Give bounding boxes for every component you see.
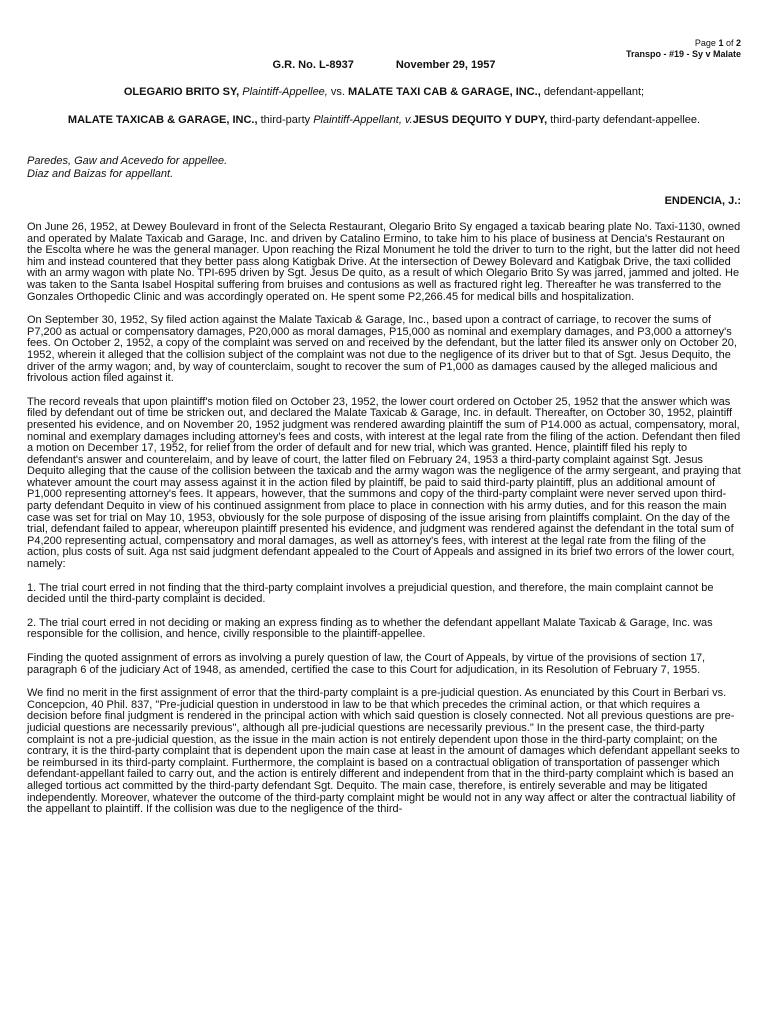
counsel-appearances <box>27 155 227 180</box>
decision-body <box>27 222 741 828</box>
case-parties: OLEGARIO BRITO SY, Plaintiff-Appellee, vs. MALATE TAXI CAB & GARAGE, INC., defendant-appellant; <box>123 86 645 98</box>
document-reference: Transpo - #19 - Sy v Malate <box>625 49 741 59</box>
counsel-line: Diaz and Baizas for appellant. <box>27 167 174 180</box>
decision-date: November 29, 1957 <box>395 59 496 71</box>
case-number-line <box>0 59 768 71</box>
paragraph: Finding the quoted assignment of errors as involving a purely question of law, the Court of Appeals, by virtue of the provisions of section 17, paragraph 6 of the judiciary Act of 1948, as amended, certified the case to this Court for adjudication, in its Resolution of February 7, 1955. <box>27 652 706 676</box>
paragraph: On September 30, 1952, Sy filed action against the Malate Taxicab & Garage, Inc., based upon a contract of carriage, to recover the sums of P7,200 as actual or compensatory damages, P20,000 as moral damages, P15,000 as nominal and exemplary damages, and P3,000 a attorney's fees. On October 2, 1952, a copy of the complaint was served on and received by the defendant, but the latter filed its answer only on October 20, 1952, wherein it alleged that the collision subject of the complaint was not due to the negligence of its driver but to that of Sgt. Jesus Dequito, the driver of the army wagon; and, by way of counterclaim, sought to recover the sum of P1,000 as damages caused by the alleged malicious and frivolous action filed against it. <box>27 314 737 385</box>
page-header <box>626 38 741 60</box>
paragraph: On June 26, 1952, at Dewey Boulevard in front of the Selecta Restaurant, Olegario Brito Sy engaged a taxicab bearing plate No. Taxi-1130, owned and operated by Malate Taxicab and Garage, Inc. and driven by Catalino Ermino, to take him to his place of business at Dencia's Restaurant on the Escolta where he was the general manager. Upon reaching the Rizal Monument he told the driver to turn to the right, but the latter did not heed him and instead countered that they better pass along Katigbak Drive. At the intersection of Dewey Bolevard and Katigbak Drive, the taxi collided with an army wagon with plate No. TPI-695 driven by Sgt. Jesus De quito, as a result of which Olegario Brito Sy was jarred, jammed and jolted. He was taken to the Santa Isabel Hospital suffering from bruises and contusions as well as fractured right leg. Thereafter he was transferred to the Gonzales Orthopedic Clinic and was accordingly operated on. He spent some P2,266.45 for medical bills and hospitalization. <box>27 221 741 303</box>
paragraph: 1. The trial court erred in not finding that the third-party complaint involves a prejudicial question, and therefore, the main complaint cannot be decided until the third-party complaint is decided. <box>27 581 714 606</box>
gr-number: G.R. No. L-8937 <box>272 59 354 71</box>
page-number: Page 1 of 2 <box>694 38 741 48</box>
paragraph: We find no merit in the first assignment of error that the third-party complaint is a pre-judicial question. As enunciated by this Court in Berbari vs. Concepcion, 40 Phil. 837, "Pre-judicial question in understood in law to be that which precedes the criminal action, or that which requires a decision before final judgment is rendered in the principal action with which said question is closely connected. Not all previous questions are pre-judicial questions are necessarily previous", although all pre-judicial questions are necessarily previous." In the present case, the third-party complaint is not a pre-judicial question, as the issue in the main action is not entirely dependent upon those in the third-party complaint; on the contrary, it is the third-party complaint that is dependent upon the main case at least in the amount of damages which defendant appellant seeks to be reimbursed in its third-party complaint. Furthermore, the complaint is based on a contractual obligation of transportation of passenger which defendant-appellant failed to carry out, and the action is entirely different and independent from that in the third-party complaint which is based an alleged tortious act committed by the third-party defendant Sgt. Dequito. The main case, therefore, is entirely severable and may be litigated independently. Moreover, whatever the outcome of the third-party complaint might be would not in any way affect or alter the contractual liability of the appellant to plaintiff. If the collision was due to the negligence of the third- <box>27 687 740 816</box>
third-party-caption: MALATE TAXICAB & GARAGE, INC., third-party Plaintiff-Appellant, v.JESUS DEQUITO Y DUPY, third-party defendant-appellee. <box>67 114 701 126</box>
ponente: ENDENCIA, J.: <box>664 195 741 207</box>
paragraph: The record reveals that upon plaintiff's motion filed on October 23, 1952, the lower court ordered on October 25, 1952 that the answer which was filed by defendant out of time be stricken out, and declared the Malate Taxicab & Garage, Inc. in default. Thereafter, on October 30, 1952, plaintiff presented his evidence, and on November 20, 1952 judgment was rendered awarding plaintiff the sum of P14.000 as actual, compensatory, moral, nominal and exemplary damages including attorney's fees and costs, with interest at the legal rate from the filing of the action. Defendant then filed a motion on December 17, 1952, for relief from the order of default and for new trial, which was granted. Hence, plaintiff filed his reply to defendant's answer and counterelaim, and by leave of court, the latter filed on February 24, 1953 a third-party complaint against Sgt. Jesus Dequito alleging that the cause of the collision between the taxicab and the army wagon was the negligence of the army sergeant, and praying that whatever amount the court may assess against it in the action filed by plaintiff, be paid to said third-party plaintiff, plus an additional amount of P1,000 representing attorney's fees. It appears, however, that the summons and copy of the third-party complaint were never served upon third-party defendant Dequito in view of his continued assignment from place to place in connection with his army duties, and for this reason the main case was set for trial on May 10, 1953, obviously for the sole purpose of disposing of the issue arising from plaintiffs complaint. On the day of the trial, defendant failed to appear, whereupon plaintiff presented his evidence, and judgment was rendered against the defendant in the total sum of P4,200 representing actual, compensatory and moral damages, as well as attorney's fees, with interest at the legal rate from the filing of the action, plus costs of suit. Aga nst said judgment defendant appealed to the Court of Appeals and assigned in its brief two errors of the lower court, namely: <box>27 395 741 571</box>
paragraph: 2. The trial court erred in not deciding or making an express finding as to whether the defendant appellant Malate Taxicab & Garage, Inc. was responsible for the collision, and hence, civilly responsible to the plaintiff-appellee. <box>27 616 713 641</box>
counsel-line: Paredes, Gaw and Acevedo for appellee. <box>27 155 228 167</box>
